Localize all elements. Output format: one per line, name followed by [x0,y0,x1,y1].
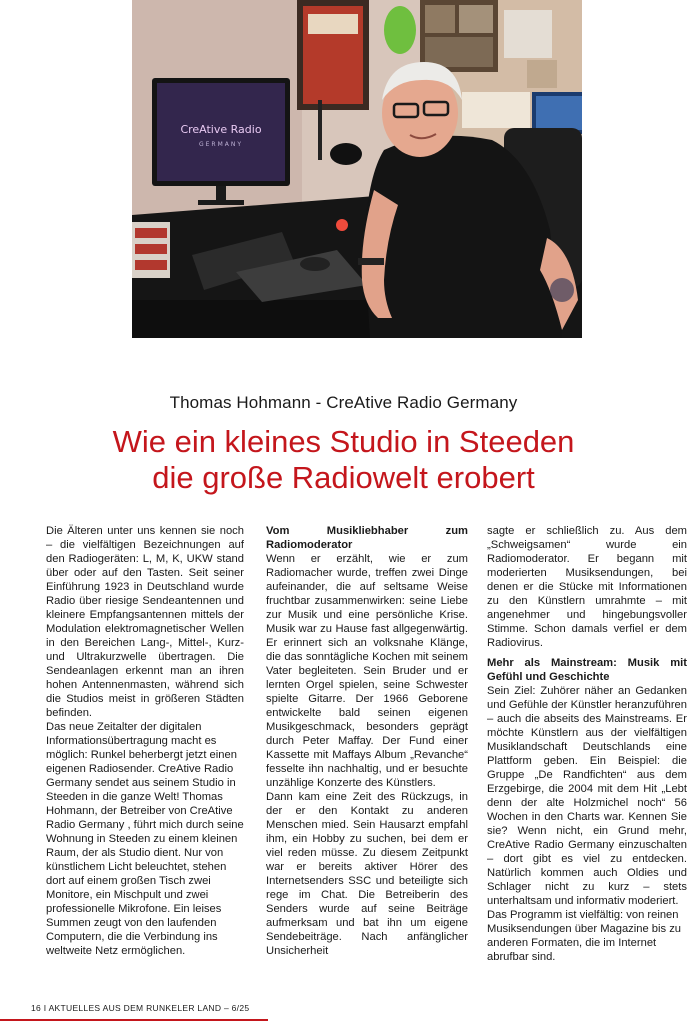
footer-rule [0,1019,268,1021]
screen-logo-text: CreAtive Radio [180,123,262,136]
paragraph: Das neue Zeitalter der digitalen Informationsübertragung macht es möglich: Runkel beherbergt jetzt einen eigenen Radiosender. CreAtive Radio Germany sendet aus seinem Studio in Steeden in die ganze Welt! Thomas Hohmann, der Betreiber von CreAtive Radio Germany , führt mich durch seine Wohnung in Steeden zu einem kleinen Raum, der als Studio dient. Nur von künstlichem Licht beleuchtet, stehen dort auf einem großen Tisch zwei Monitore, ein Mischpult und zwei professionelle Mikrofone. Ein leises Summen zeugt von den laufenden Computern, die die Verbindung ins weltweite Netz ermöglichen. [46,721,244,957]
paragraph: Sein Ziel: Zuhörer näher an Gedanken und Gefühle der Künstler heranzuführen – auch die abseits des Mainstreams. Er möchte Künstlern aus der vielfältigen Musiklandschaft Deutschlands eine Plattform geben. Ein Beispiel: die Gruppe „De Randfichten“ aus dem Erzgebirge, die 2004 mit dem Hit „Lebt denn der alte Holzmichel noch“ 56 Wochen in den Charts war. Kennen Sie sie? Wenn nicht, ein Grund mehr, CreAtive Radio Germany einzuschalten – dort gibt es viel zu entdecken. Natürlich kommen auch Oldies und Schlager nicht zu kurz – stets unterhaltsam und informativ moderiert. [487,685,687,907]
paragraph: Die Älteren unter uns kennen sie noch – die vielfältigen Bezeichnungen auf den Radiogeräten: L, M, K, UKW stand über oder auf den Tasten. Seit seiner Einführung 1923 in Deutschland wurde Radio über riesige Sendeantennen und kleinere Empfangsantennen mittels der Modulation elektromagnetischer Wellen in den Bereichen Lang-, Mittel-, Kurz- und Ultrakurzwelle übertragen. Die Sendeanlagen erkennt man an ihren hohen Antennenmasten, während sich die Studios meist in größeren Städten befinden. [46,525,244,719]
section-subheading: Vom Musikliebhaber zum Radiomoderator [266,525,468,551]
studio-photo [132,0,582,338]
article-column-1 [46,524,244,958]
headline-line-2: die große Radiowelt erobert [152,460,535,495]
screen-sub-text: GERMANY [198,141,244,148]
article-kicker: Thomas Hohmann - CreAtive Radio Germany [169,393,518,412]
article-column-3 [487,524,687,964]
paragraph: Wenn er erzählt, wie er zum Radiomacher wurde, treffen zwei Dinge aufeinander, die auf seltsame Weise fruchtbar zusammenwirken: seine Liebe zur Musik und eine persönliche Krise. Musik war zu Hause fast allgegenwärtig. Er erinnert sich an volksnahe Klänge, die das sonntägliche Kochen mit seinem Vater begleiteten. Sein Bruder und er lernten Orgel spielen, seine Schwester spielte Gitarre. Der 1966 Geborene entwickelte bald seinen eigenen Musikgeschmack, besonders geprägt durch Peter Maffay. Der Fund einer Kassette mit Maffays Album „Revanche“ fesselte ihn nachhaltig, und er besuchte unzählige Konzerte des Künstlers. [266,553,468,789]
headline-line-1: Wie ein kleines Studio in Steeden [112,424,575,459]
paragraph: Das Programm ist vielfältig: von reinen Musiksendungen über Magazine bis zu anderen Formaten, die im Internet abrufbar sind. [487,909,682,963]
paragraph: Dann kam eine Zeit des Rückzugs, in der er den Kontakt zu anderen Menschen mied. Sein Hausarzt empfahl ihm, ein Hobby zu suchen, bei dem er viel reden müsse. Zu diesem Zeitpunkt war er bereits aktiver Hörer des Internetsenders SSC und beteiligte sich rege im Chat. Die Betreiberin des Senders wurde auf seine Beiträge aufmerksam und bat ihn um eigene Sendebeiträge. Nach anfänglicher Unsicherheit [266,791,468,957]
article-headline [0,424,687,496]
paragraph: sagte er schließlich zu. Aus dem „Schweigsamen“ wurde ein Radiomoderator. Er begann mit moderierten Musiksendungen, bei denen er die Stücke mit Informationen zu den Künstlern umrahmte – mit angenehmer und hingebungsvoller Stimme. Schon damals verfiel er dem Radiovirus. [487,525,687,649]
article-column-2 [266,524,468,958]
page-footer: 16 I AKTUELLES AUS DEM RUNKELER LAND – 6/25 [31,1003,250,1013]
section-subheading: Mehr als Mainstream: Musik mit Gefühl und Geschichte [487,657,687,683]
